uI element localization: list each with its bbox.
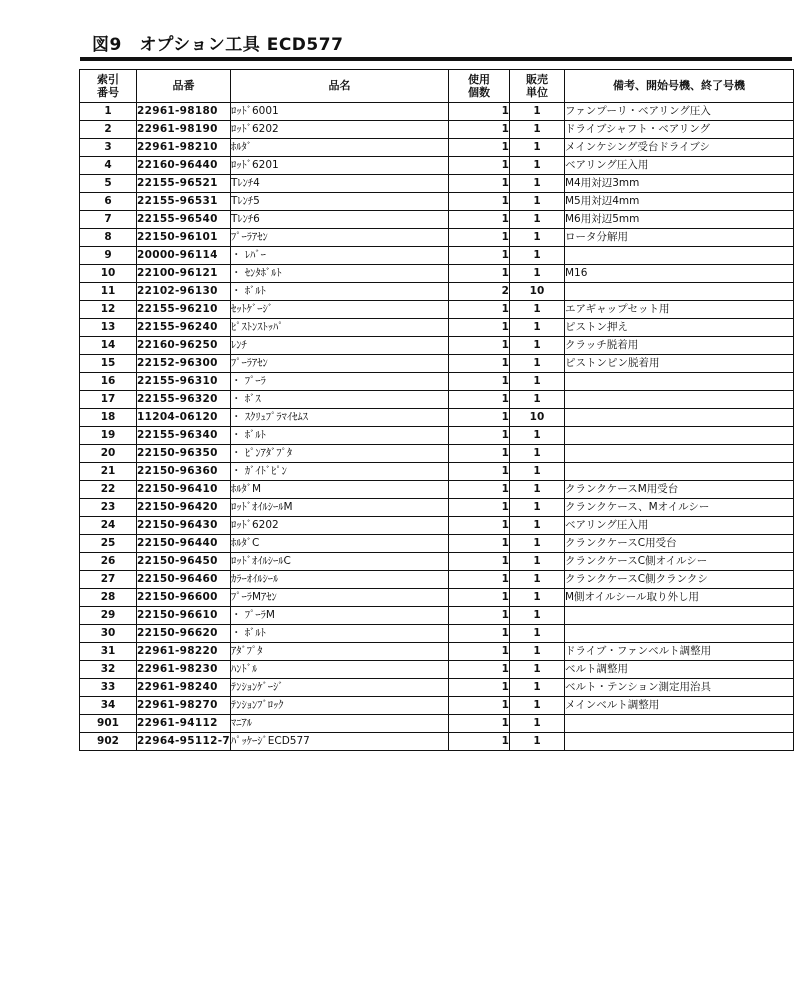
cell-unit: 1 — [509, 247, 564, 265]
cell-part-name: ﾊﾟｯｹｰｼﾞECD577 — [230, 733, 448, 751]
cell-part-no: 22155-96240 — [137, 319, 231, 337]
title-rule — [80, 57, 792, 61]
cell-notes: ドライブシャフト・ベアリング — [564, 121, 793, 139]
cell-index: 29 — [80, 607, 137, 625]
cell-part-no: 22150-96440 — [137, 535, 231, 553]
cell-part-no: 22160-96250 — [137, 337, 231, 355]
table-row — [80, 679, 794, 697]
cell-part-name: ﾛｯﾄﾞ6202 — [230, 121, 448, 139]
cell-unit: 1 — [509, 103, 564, 121]
cell-notes — [564, 247, 793, 265]
cell-unit: 1 — [509, 139, 564, 157]
cell-unit: 10 — [509, 409, 564, 427]
cell-part-name: ｾｯﾄｹﾞｰｼﾞ — [230, 301, 448, 319]
cell-index: 11 — [80, 283, 137, 301]
cell-unit: 1 — [509, 229, 564, 247]
cell-index: 4 — [80, 157, 137, 175]
cell-part-name: ﾛｯﾄﾞ6201 — [230, 157, 448, 175]
cell-unit: 1 — [509, 337, 564, 355]
cell-notes: クランクケースC用受台 — [564, 535, 793, 553]
cell-notes: M5用対辺4mm — [564, 193, 793, 211]
cell-part-no: 22961-98210 — [137, 139, 231, 157]
cell-notes: ドライブ・ファンベルト調整用 — [564, 643, 793, 661]
cell-index: 1 — [80, 103, 137, 121]
cell-qty: 1 — [448, 193, 509, 211]
cell-unit: 1 — [509, 463, 564, 481]
cell-notes: M4用対辺3mm — [564, 175, 793, 193]
cell-index: 901 — [80, 715, 137, 733]
cell-unit: 1 — [509, 715, 564, 733]
cell-part-name: ﾎﾙﾀﾞM — [230, 481, 448, 499]
cell-part-no: 22150-96360 — [137, 463, 231, 481]
table-row — [80, 139, 794, 157]
table-row — [80, 625, 794, 643]
header-index: 索引 番号 — [80, 70, 137, 103]
cell-unit: 1 — [509, 607, 564, 625]
cell-part-name: ﾏﾆｱﾙ — [230, 715, 448, 733]
cell-notes: ファンプーリ・ベアリング圧入 — [564, 103, 793, 121]
cell-unit: 1 — [509, 535, 564, 553]
header-qty: 使用 個数 — [448, 70, 509, 103]
cell-part-no: 22102-96130 — [137, 283, 231, 301]
cell-index: 34 — [80, 697, 137, 715]
table-row — [80, 733, 794, 751]
cell-notes: クラッチ脱着用 — [564, 337, 793, 355]
cell-notes: ベアリング圧入用 — [564, 517, 793, 535]
cell-qty: 1 — [448, 679, 509, 697]
table-row — [80, 229, 794, 247]
cell-qty: 1 — [448, 445, 509, 463]
cell-index: 30 — [80, 625, 137, 643]
cell-qty: 1 — [448, 625, 509, 643]
cell-part-name: ﾋﾟｽﾄﾝｽﾄｯﾊﾟ — [230, 319, 448, 337]
cell-notes: メインベルト調整用 — [564, 697, 793, 715]
cell-qty: 1 — [448, 715, 509, 733]
table-row — [80, 211, 794, 229]
cell-notes — [564, 445, 793, 463]
cell-index: 28 — [80, 589, 137, 607]
cell-index: 21 — [80, 463, 137, 481]
cell-part-name: ﾎﾙﾀﾞ — [230, 139, 448, 157]
cell-unit: 1 — [509, 175, 564, 193]
cell-notes: クランクケースC側オイルシー — [564, 553, 793, 571]
table-row — [80, 193, 794, 211]
table-row — [80, 157, 794, 175]
cell-qty: 1 — [448, 535, 509, 553]
cell-part-name: ・ ﾌﾟｰﾗ — [230, 373, 448, 391]
cell-index: 26 — [80, 553, 137, 571]
cell-part-name: ・ ｽｸﾘｭﾌﾟﾗﾏｲｾﾑｽ — [230, 409, 448, 427]
cell-index: 10 — [80, 265, 137, 283]
cell-part-no: 22150-96410 — [137, 481, 231, 499]
cell-unit: 1 — [509, 517, 564, 535]
parts-table — [79, 69, 794, 751]
cell-unit: 1 — [509, 211, 564, 229]
table-row — [80, 697, 794, 715]
table-row — [80, 175, 794, 193]
table-row — [80, 409, 794, 427]
cell-index: 6 — [80, 193, 137, 211]
cell-index: 12 — [80, 301, 137, 319]
cell-part-name: ・ ﾚﾊﾞｰ — [230, 247, 448, 265]
cell-part-no: 22961-98220 — [137, 643, 231, 661]
cell-part-name: ﾚﾝﾁ — [230, 337, 448, 355]
table-row — [80, 427, 794, 445]
cell-notes — [564, 625, 793, 643]
table-row — [80, 337, 794, 355]
cell-unit: 1 — [509, 355, 564, 373]
cell-part-name: ﾃﾝｼｮﾝﾌﾞﾛｯｸ — [230, 697, 448, 715]
cell-index: 19 — [80, 427, 137, 445]
cell-unit: 1 — [509, 679, 564, 697]
cell-part-name: ﾌﾟｰﾗｱｾﾝ — [230, 355, 448, 373]
cell-part-no: 22961-98270 — [137, 697, 231, 715]
cell-qty: 1 — [448, 733, 509, 751]
cell-qty: 1 — [448, 247, 509, 265]
cell-part-no: 22150-96420 — [137, 499, 231, 517]
cell-part-name: ﾛｯﾄﾞ6001 — [230, 103, 448, 121]
cell-unit: 1 — [509, 697, 564, 715]
cell-unit: 1 — [509, 157, 564, 175]
cell-index: 13 — [80, 319, 137, 337]
cell-part-no: 22961-98240 — [137, 679, 231, 697]
cell-unit: 1 — [509, 193, 564, 211]
header-notes: 備考、開始号機、終了号機 — [564, 70, 793, 103]
cell-index: 14 — [80, 337, 137, 355]
cell-index: 9 — [80, 247, 137, 265]
cell-part-name: ・ ﾌﾟｰﾗM — [230, 607, 448, 625]
cell-unit: 1 — [509, 445, 564, 463]
cell-index: 23 — [80, 499, 137, 517]
cell-qty: 1 — [448, 175, 509, 193]
cell-part-name: ｱﾀﾞﾌﾟﾀ — [230, 643, 448, 661]
table-row — [80, 715, 794, 733]
cell-part-name: ﾌﾟｰﾗMｱｾﾝ — [230, 589, 448, 607]
table-row — [80, 589, 794, 607]
cell-notes: エアギャップセット用 — [564, 301, 793, 319]
table-row — [80, 607, 794, 625]
cell-part-name: ﾎﾙﾀﾞC — [230, 535, 448, 553]
cell-qty: 1 — [448, 139, 509, 157]
header-part-no: 品番 — [137, 70, 231, 103]
cell-qty: 1 — [448, 103, 509, 121]
cell-index: 2 — [80, 121, 137, 139]
cell-index: 32 — [80, 661, 137, 679]
cell-qty: 1 — [448, 517, 509, 535]
cell-qty: 2 — [448, 283, 509, 301]
cell-qty: 1 — [448, 643, 509, 661]
table-row — [80, 121, 794, 139]
cell-part-no: 22155-96320 — [137, 391, 231, 409]
cell-part-name: ・ ﾎﾞﾙﾄ — [230, 625, 448, 643]
cell-unit: 10 — [509, 283, 564, 301]
cell-qty: 1 — [448, 607, 509, 625]
cell-qty: 1 — [448, 427, 509, 445]
cell-notes: M6用対辺5mm — [564, 211, 793, 229]
cell-part-name: ｶﾗｰｵｲﾙｼｰﾙ — [230, 571, 448, 589]
cell-index: 27 — [80, 571, 137, 589]
cell-part-no: 22150-96450 — [137, 553, 231, 571]
table-row — [80, 247, 794, 265]
cell-unit: 1 — [509, 319, 564, 337]
cell-part-no: 22152-96300 — [137, 355, 231, 373]
cell-notes: ベアリング圧入用 — [564, 157, 793, 175]
cell-part-no: 22150-96430 — [137, 517, 231, 535]
cell-qty: 1 — [448, 463, 509, 481]
cell-part-no: 20000-96114 — [137, 247, 231, 265]
cell-qty: 1 — [448, 211, 509, 229]
cell-qty: 1 — [448, 661, 509, 679]
cell-notes — [564, 409, 793, 427]
cell-part-no: 22100-96121 — [137, 265, 231, 283]
cell-part-name: Tﾚﾝﾁ6 — [230, 211, 448, 229]
cell-qty: 1 — [448, 121, 509, 139]
cell-unit: 1 — [509, 121, 564, 139]
cell-notes — [564, 391, 793, 409]
cell-unit: 1 — [509, 625, 564, 643]
table-row — [80, 373, 794, 391]
cell-unit: 1 — [509, 301, 564, 319]
cell-index: 15 — [80, 355, 137, 373]
cell-part-no: 22150-96620 — [137, 625, 231, 643]
cell-index: 7 — [80, 211, 137, 229]
table-row — [80, 535, 794, 553]
cell-index: 8 — [80, 229, 137, 247]
cell-qty: 1 — [448, 337, 509, 355]
table-row — [80, 553, 794, 571]
cell-unit: 1 — [509, 373, 564, 391]
cell-part-name: Tﾚﾝﾁ4 — [230, 175, 448, 193]
cell-notes: ベルト・テンション測定用治具 — [564, 679, 793, 697]
cell-index: 25 — [80, 535, 137, 553]
cell-qty: 1 — [448, 301, 509, 319]
cell-part-name: ・ ﾎﾞｽ — [230, 391, 448, 409]
cell-qty: 1 — [448, 697, 509, 715]
cell-index: 20 — [80, 445, 137, 463]
cell-notes — [564, 463, 793, 481]
cell-qty: 1 — [448, 157, 509, 175]
cell-unit: 1 — [509, 391, 564, 409]
cell-part-no: 22155-96521 — [137, 175, 231, 193]
cell-notes: クランクケース、Mオイルシー — [564, 499, 793, 517]
cell-qty: 1 — [448, 355, 509, 373]
cell-part-no: 22150-96460 — [137, 571, 231, 589]
cell-notes — [564, 283, 793, 301]
table-row — [80, 283, 794, 301]
table-row — [80, 499, 794, 517]
table-row — [80, 643, 794, 661]
cell-qty: 1 — [448, 553, 509, 571]
cell-part-name: ﾛｯﾄﾞ6202 — [230, 517, 448, 535]
cell-notes: M側オイルシール取り外し用 — [564, 589, 793, 607]
cell-unit: 1 — [509, 733, 564, 751]
cell-unit: 1 — [509, 427, 564, 445]
cell-unit: 1 — [509, 499, 564, 517]
cell-qty: 1 — [448, 499, 509, 517]
cell-part-no: 22155-96531 — [137, 193, 231, 211]
table-row — [80, 517, 794, 535]
cell-part-no: 22964-95112-7 — [137, 733, 231, 751]
cell-qty: 1 — [448, 409, 509, 427]
cell-index: 18 — [80, 409, 137, 427]
table-row — [80, 445, 794, 463]
cell-part-name: ﾛｯﾄﾞｵｲﾙｼｰﾙM — [230, 499, 448, 517]
cell-part-name: ﾛｯﾄﾞｵｲﾙｼｰﾙC — [230, 553, 448, 571]
cell-unit: 1 — [509, 589, 564, 607]
cell-part-name: ﾃﾝｼｮﾝｹﾞｰｼﾞ — [230, 679, 448, 697]
cell-unit: 1 — [509, 481, 564, 499]
table-row — [80, 301, 794, 319]
table-row — [80, 481, 794, 499]
cell-part-name: ﾊﾝﾄﾞﾙ — [230, 661, 448, 679]
cell-part-no: 22155-96210 — [137, 301, 231, 319]
cell-index: 16 — [80, 373, 137, 391]
cell-notes — [564, 607, 793, 625]
cell-part-no: 22150-96101 — [137, 229, 231, 247]
header-part-name: 品名 — [230, 70, 448, 103]
cell-notes: ピストン押え — [564, 319, 793, 337]
table-header-row — [80, 70, 794, 103]
cell-part-no: 22155-96540 — [137, 211, 231, 229]
cell-part-name: ・ ｾﾝﾀﾎﾞﾙﾄ — [230, 265, 448, 283]
cell-qty: 1 — [448, 265, 509, 283]
cell-qty: 1 — [448, 571, 509, 589]
cell-qty: 1 — [448, 229, 509, 247]
table-row — [80, 391, 794, 409]
cell-notes — [564, 427, 793, 445]
cell-index: 31 — [80, 643, 137, 661]
table-row — [80, 265, 794, 283]
cell-notes: ロータ分解用 — [564, 229, 793, 247]
cell-part-no: 22961-98230 — [137, 661, 231, 679]
cell-part-no: 22961-98190 — [137, 121, 231, 139]
cell-part-no: 22155-96310 — [137, 373, 231, 391]
cell-qty: 1 — [448, 391, 509, 409]
cell-index: 24 — [80, 517, 137, 535]
table-row — [80, 355, 794, 373]
cell-qty: 1 — [448, 373, 509, 391]
cell-notes: ベルト調整用 — [564, 661, 793, 679]
cell-part-name: Tﾚﾝﾁ5 — [230, 193, 448, 211]
cell-part-no: 22150-96350 — [137, 445, 231, 463]
table-row — [80, 463, 794, 481]
cell-part-no: 22961-98180 — [137, 103, 231, 121]
cell-unit: 1 — [509, 661, 564, 679]
cell-qty: 1 — [448, 481, 509, 499]
cell-index: 17 — [80, 391, 137, 409]
cell-part-no: 22155-96340 — [137, 427, 231, 445]
cell-index: 22 — [80, 481, 137, 499]
cell-part-no: 22150-96610 — [137, 607, 231, 625]
cell-part-name: ・ ﾋﾟﾝｱﾀﾞﾌﾟﾀ — [230, 445, 448, 463]
cell-unit: 1 — [509, 265, 564, 283]
cell-notes: M16 — [564, 265, 793, 283]
table-row — [80, 571, 794, 589]
cell-unit: 1 — [509, 643, 564, 661]
cell-part-no: 22160-96440 — [137, 157, 231, 175]
cell-notes: クランクケースC側クランクシ — [564, 571, 793, 589]
cell-part-name: ﾌﾟｰﾗｱｾﾝ — [230, 229, 448, 247]
cell-notes: メインケシング受台ドライブシ — [564, 139, 793, 157]
cell-part-name: ・ ｶﾞｲﾄﾞﾋﾟﾝ — [230, 463, 448, 481]
table-row — [80, 661, 794, 679]
cell-notes: ピストンピン脱着用 — [564, 355, 793, 373]
cell-index: 33 — [80, 679, 137, 697]
cell-part-name: ・ ﾎﾞﾙﾄ — [230, 283, 448, 301]
cell-index: 5 — [80, 175, 137, 193]
cell-qty: 1 — [448, 319, 509, 337]
header-unit: 販売 単位 — [509, 70, 564, 103]
table-row — [80, 103, 794, 121]
cell-notes: クランクケースM用受台 — [564, 481, 793, 499]
cell-notes — [564, 715, 793, 733]
cell-index: 902 — [80, 733, 137, 751]
cell-part-no: 11204-06120 — [137, 409, 231, 427]
cell-index: 3 — [80, 139, 137, 157]
cell-part-name: ・ ﾎﾞﾙﾄ — [230, 427, 448, 445]
cell-notes — [564, 733, 793, 751]
page-title: 図9 オプション工具 ECD577 — [92, 35, 344, 55]
table-row — [80, 319, 794, 337]
cell-unit: 1 — [509, 553, 564, 571]
cell-part-no: 22150-96600 — [137, 589, 231, 607]
cell-unit: 1 — [509, 571, 564, 589]
cell-notes — [564, 373, 793, 391]
cell-qty: 1 — [448, 589, 509, 607]
cell-part-no: 22961-94112 — [137, 715, 231, 733]
